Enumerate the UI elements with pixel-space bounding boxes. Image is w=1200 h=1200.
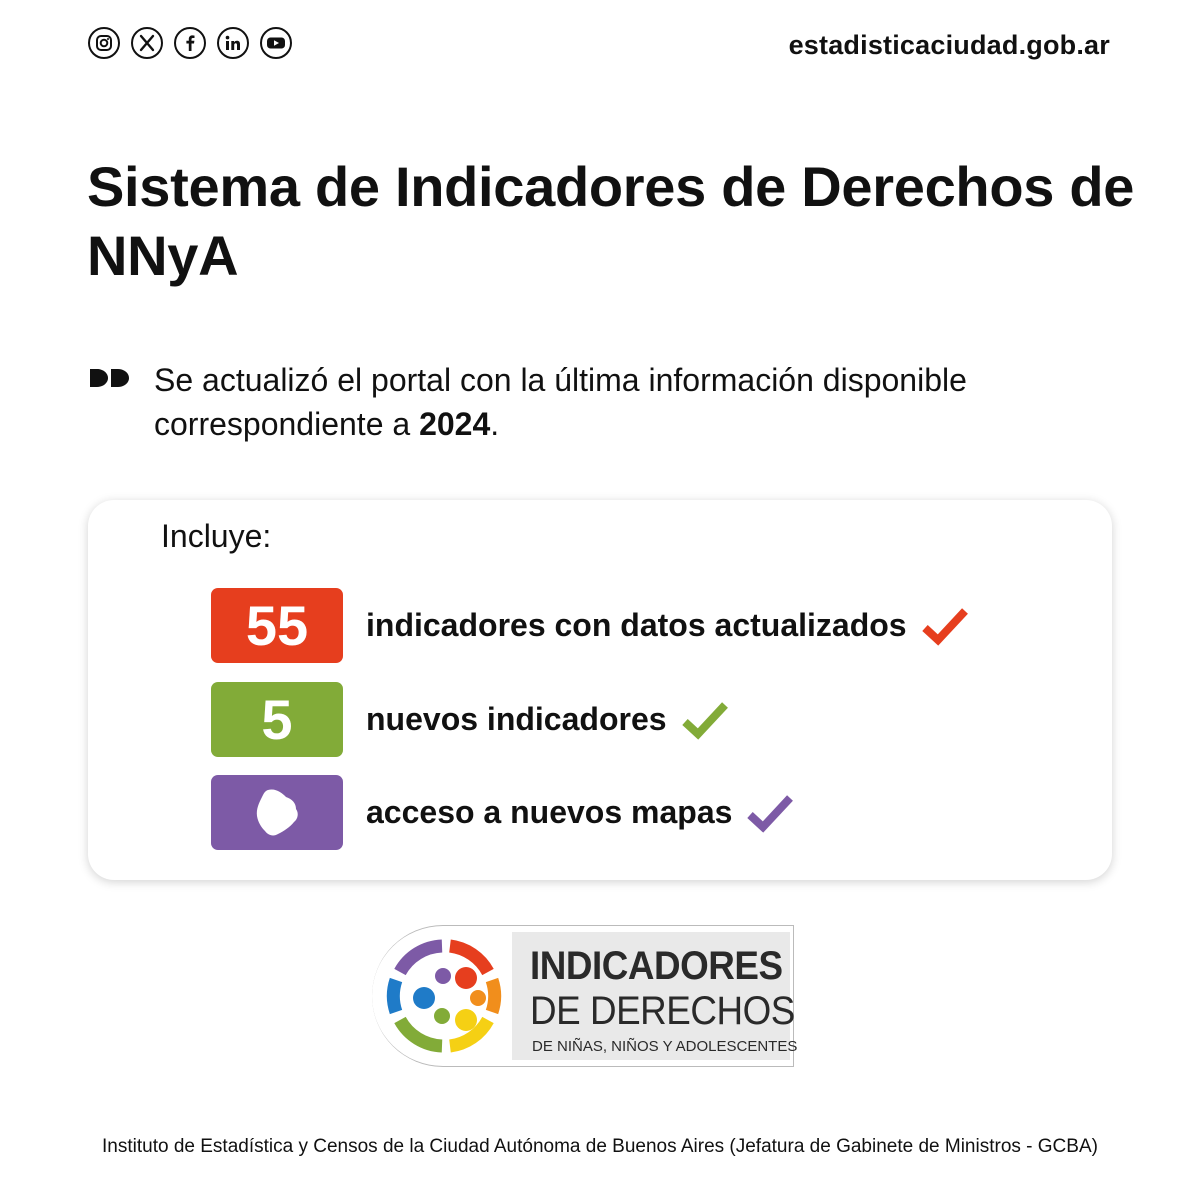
includes-card [88, 500, 1112, 880]
update-year: 2024 [419, 406, 491, 442]
update-text-end: . [490, 406, 500, 442]
page-title: Sistema de Indicadores de Derechos de NNyA [87, 155, 1135, 287]
children-circle-icon [382, 934, 506, 1058]
logo-subtitle: DE DERECHOS [530, 989, 795, 1033]
update-text [154, 358, 1114, 446]
city-map-icon [252, 787, 302, 839]
list-item [211, 775, 794, 850]
website-url[interactable]: estadisticaciudad.gob.ar [788, 30, 1110, 60]
social-links [88, 27, 292, 59]
logo-tagline: DE NIÑAS, NIÑOS Y ADOLESCENTES [532, 1038, 798, 1055]
list-item [211, 588, 969, 663]
map-badge [211, 775, 343, 850]
count-badge: 55 [211, 588, 343, 663]
instagram-icon[interactable] [88, 27, 120, 59]
facebook-icon[interactable] [174, 27, 206, 59]
indicadores-logo [372, 925, 798, 1067]
youtube-icon[interactable] [260, 27, 292, 59]
includes-heading: Incluye: [161, 518, 272, 554]
update-notice [88, 358, 1114, 446]
count-badge: 5 [211, 682, 343, 757]
x-icon[interactable] [131, 27, 163, 59]
item-label: indicadores con datos actualizados [366, 607, 907, 643]
item-label: nuevos indicadores [366, 701, 667, 737]
item-label: acceso a nuevos mapas [366, 794, 733, 830]
check-icon [746, 793, 794, 833]
check-icon [681, 700, 729, 740]
update-text-main: Se actualizó el portal con la última información disponible correspondiente a [154, 362, 967, 442]
list-item [211, 682, 729, 757]
footer-credit: Instituto de Estadística y Censos de la Ciudad Autónoma de Buenos Aires (Jefatura de Gabinete de Ministros - GCBA) [102, 1136, 1098, 1157]
double-arrow-icon [88, 366, 132, 390]
check-icon [921, 606, 969, 646]
linkedin-icon[interactable] [217, 27, 249, 59]
logo-title: INDICADORES [530, 944, 783, 988]
